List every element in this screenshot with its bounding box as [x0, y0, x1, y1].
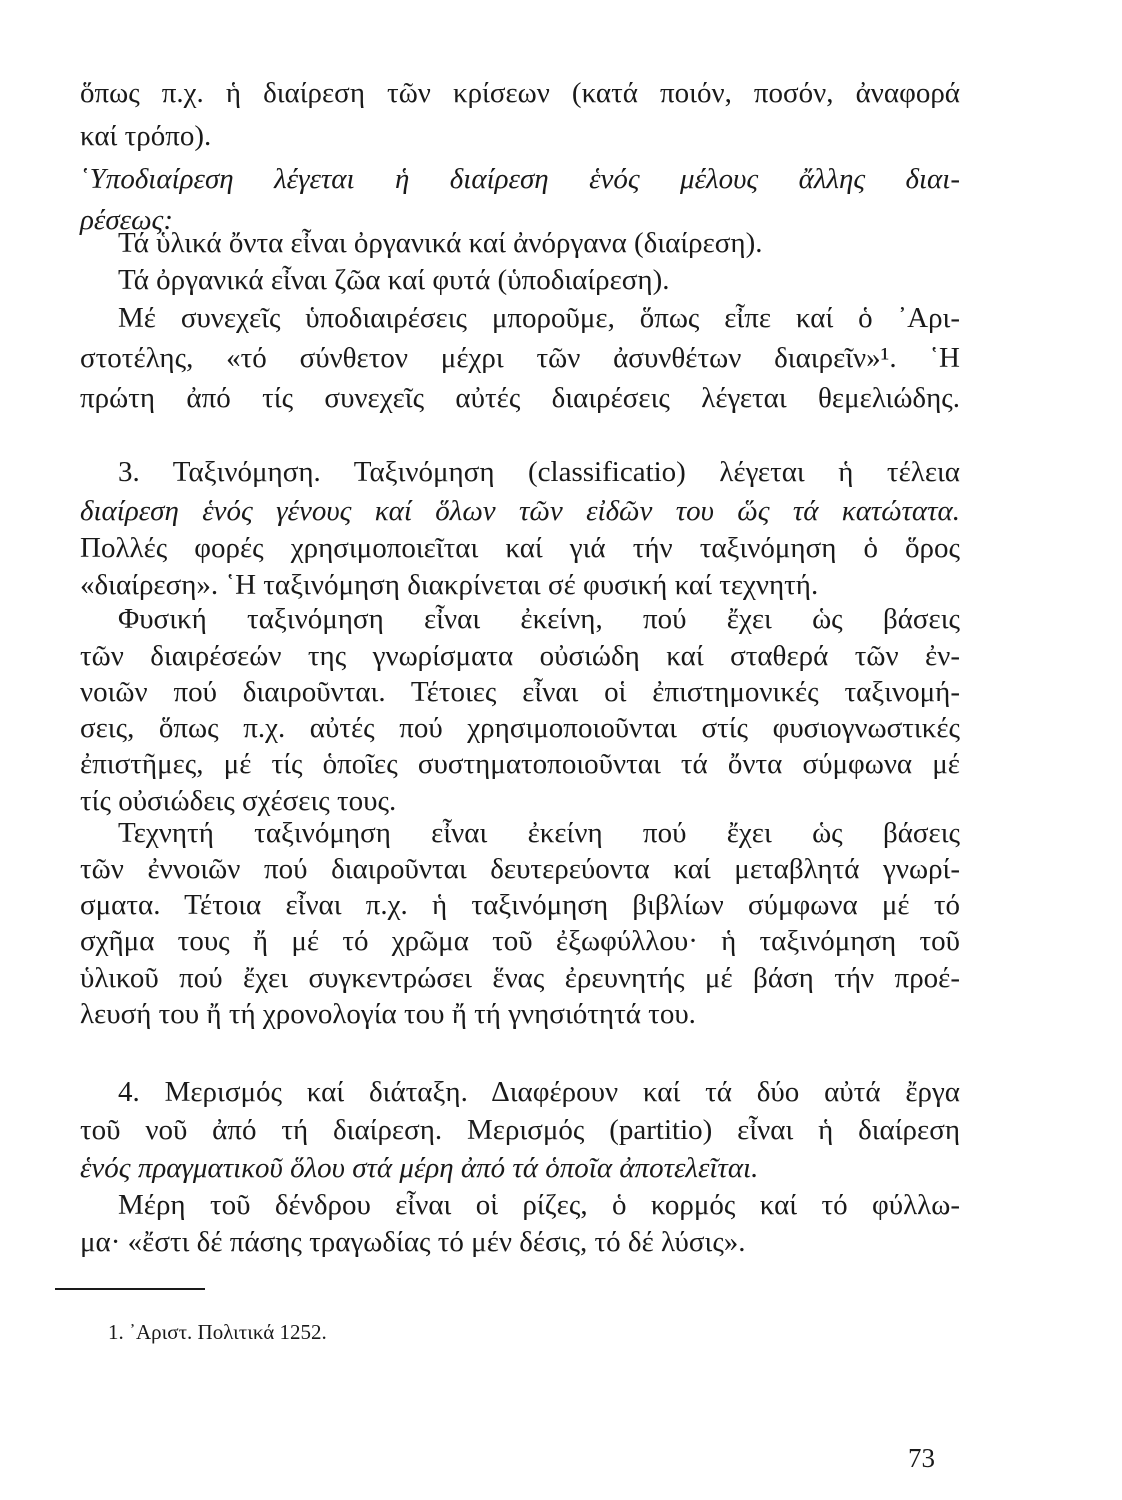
text-line: ὅπως π.χ. ἡ διαίρεση τῶν κρίσεων (κατά ποιόν, ποσόν, ἀναφορά	[80, 77, 960, 109]
definition-line: ρέσεως:	[80, 204, 173, 236]
text-line: τοῦ νοῦ ἀπό τή διαίρεση. Μερισμός (partitio) εἶναι ἡ διαίρεση	[80, 1114, 960, 1146]
text-line: Πολλές φορές χρησιμοποιεῖται καί γιά τήν ταξινόμηση ὁ ὅρος	[80, 532, 960, 564]
text-line: σεις, ὅπως π.χ. αὐτές πού χρησιμοποιοῦνται στίς φυσιογνωστικές	[80, 712, 960, 744]
text-line: ὑλικοῦ πού ἔχει συγκεντρώσει ἕνας ἐρευνητής μέ βάση τήν προέ-	[80, 962, 960, 994]
example-line: Τά ὀργανικά εἶναι ζῶα καί φυτά (ὑποδιαίρεση).	[118, 264, 670, 296]
section-heading-taxinomisi: 3. Ταξινόμηση. Ταξινόμηση (classificatio) λέγεται ἡ τέλεια	[118, 456, 960, 488]
section-heading-merismos: 4. Μερισμός καί διάταξη. Διαφέρουν καί τά δύο αὐτά ἔργα	[118, 1076, 960, 1108]
footnote: 1. ᾿Αριστ. Πολιτικά 1252.	[108, 1320, 327, 1344]
text-line: διαίρεση ἑνός γένους καί ὅλων τῶν εἰδῶν του ὥς τά κατώτατα.	[80, 495, 960, 527]
example-line: Τά ὑλικά ὄντα εἶναι ὀργανικά καί ἀνόργανα (διαίρεση).	[118, 227, 763, 259]
text-line: ἐπιστῆμες, μέ τίς ὁποῖες συστηματοποιοῦνται τά ὄντα σύμφωνα μέ	[80, 748, 960, 780]
text-line: Τεχνητή ταξινόμηση εἶναι ἐκείνη πού ἔχει ὡς βάσεις	[118, 817, 960, 849]
text-line: σματα. Τέτοια εἶναι π.χ. ἡ ταξινόμηση βιβλίων σύμφωνα μέ τό	[80, 889, 960, 921]
text-line: νοιῶν πού διαιροῦνται. Τέτοιες εἶναι οἱ ἐπιστημονικές ταξινομή-	[80, 676, 960, 708]
text-line: Μέ συνεχεῖς ὑποδιαιρέσεις μποροῦμε, ὅπως εἶπε καί ὁ ᾿Αρι-	[118, 302, 960, 334]
text-line: λευσή του ἤ τή χρονολογία του ἤ τή γνησιότητά του.	[80, 998, 696, 1030]
page-number: 73	[908, 1443, 935, 1473]
text-line: σχῆμα τους ἤ μέ τό χρῶμα τοῦ ἐξωφύλλου· ἡ ταξινόμηση τοῦ	[80, 925, 960, 957]
text-line: τῶν διαιρέσεών της γνωρίσματα οὐσιώδη καί σταθερά τῶν ἐν-	[80, 640, 960, 672]
text-line: Μέρη τοῦ δένδρου εἶναι οἱ ρίζες, ὁ κορμός καί τό φύλλω-	[118, 1189, 960, 1221]
text-line: καί τρόπο).	[80, 120, 212, 152]
text-line: Φυσική ταξινόμηση εἶναι ἐκείνη, πού ἔχει ὡς βάσεις	[118, 603, 960, 635]
text-line: ἑνός πραγματικοῦ ὅλου στά μέρη ἀπό τά ὁποῖα ἀποτελεῖται.	[80, 1152, 759, 1184]
text-line: τίς οὐσιώδεις σχέσεις τους.	[80, 785, 397, 817]
definition-line: ῾Υποδιαίρεση λέγεται ἡ διαίρεση ἑνός μέλους ἄλλης διαι-	[80, 163, 960, 195]
text-line: «διαίρεση». ῾Η ταξινόμηση διακρίνεται σέ φυσική καί τεχνητή.	[80, 569, 819, 601]
footnote-rule	[55, 1288, 205, 1290]
text-line: μα· «ἔστι δέ πάσης τραγωδίας τό μέν δέσις, τό δέ λύσις».	[80, 1226, 746, 1258]
text-line: τῶν ἐννοιῶν πού διαιροῦνται δευτερεύοντα καί μεταβλητά γνωρί-	[80, 853, 960, 885]
text-line: πρώτη ἀπό τίς συνεχεῖς αὐτές διαιρέσεις λέγεται θεμελιώδης.	[80, 382, 960, 414]
text-line: στοτέλης, «τό σύνθετον μέχρι τῶν ἀσυνθέτων διαιρεῖν»¹. ῾Η	[80, 342, 960, 374]
